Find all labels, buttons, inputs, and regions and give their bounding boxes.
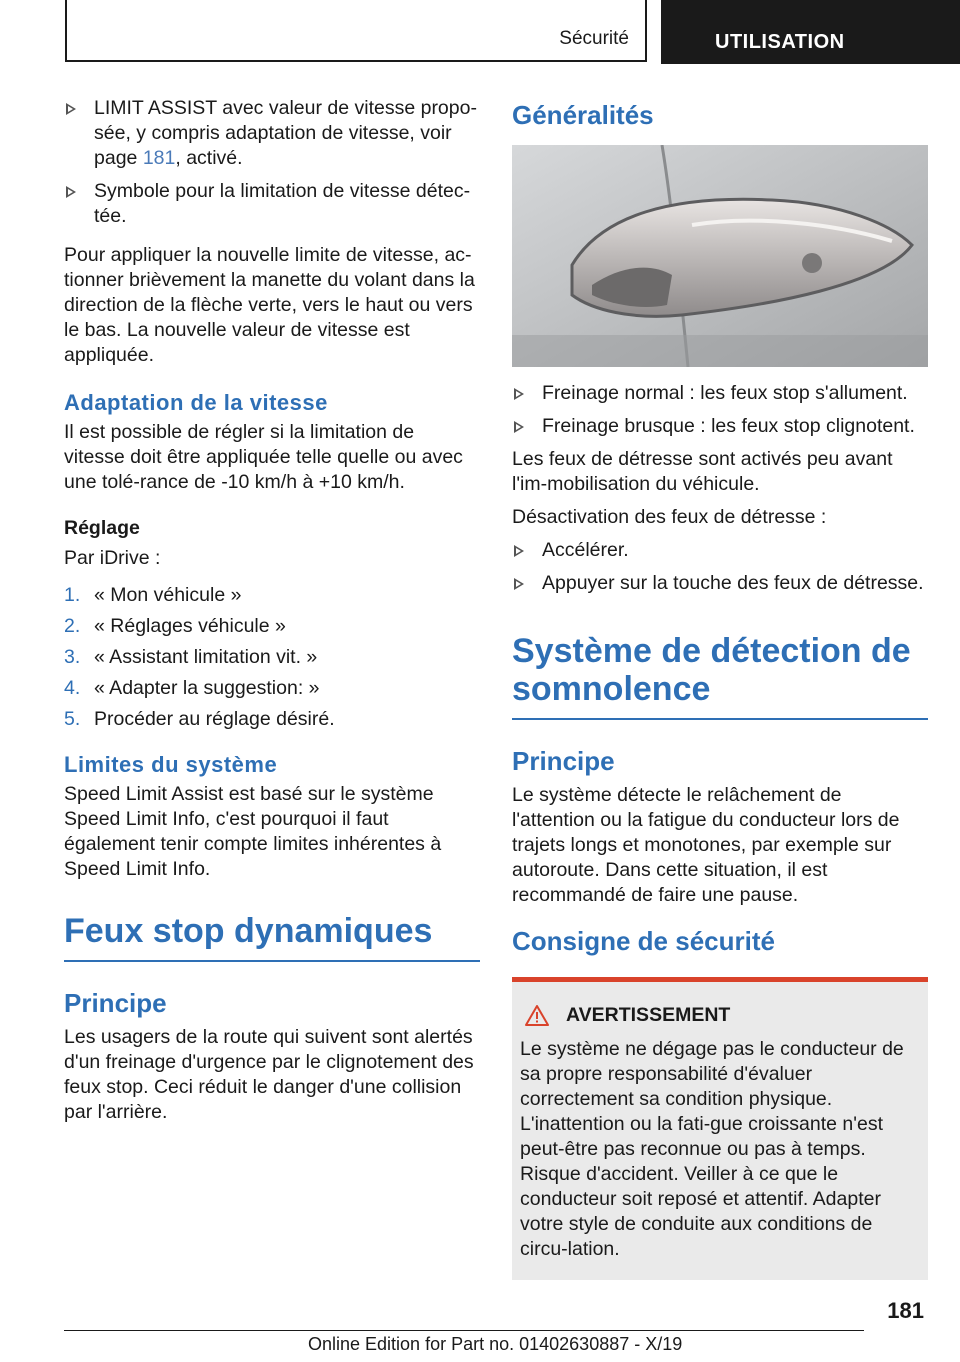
bullet-arrow-icon (514, 578, 524, 590)
tail-light-image (512, 145, 928, 367)
bullet-text-end: , activé. (175, 147, 243, 169)
paragraph-limites: Speed Limit Assist est basé sur le système Speed Limit Info, c'est pourquoi il faut également tenir compte limites inhérentes à Speed Limit Info. (64, 783, 442, 880)
heading-limites: Limites du système (64, 752, 278, 777)
header-section-title: Sécurité (559, 28, 629, 49)
warning-title-text: AVERTISSEMENT (566, 1004, 731, 1026)
left-column (64, 96, 480, 1133)
paragraph-adaptation: Il est possible de régler si la limitation de vitesse doit être appliquée telle quelle ou avec une tolé‐rance de -10 km/h à +10 km/h. (64, 421, 463, 493)
page-header (65, 0, 960, 64)
bullet-text: Freinage brusque : les feux stop clignotent. (542, 415, 915, 437)
bullet-text: Accélérer. (542, 539, 629, 561)
list-item (512, 538, 928, 563)
step-number: 1. (64, 584, 81, 606)
step-item (64, 645, 480, 670)
bullet-arrow-icon (514, 388, 524, 400)
right-column (512, 96, 928, 1280)
header-section-box (65, 0, 647, 62)
paragraph-principe-somnolence: Le système détecte le relâchement de l'attention ou la fatigue du conducteur lors de trajets longs et monotones, par exemple sur autoroute. Dans cette situation, il est recommandé de faire une pause. (512, 784, 900, 906)
list-item (512, 414, 928, 439)
list-item (512, 381, 928, 406)
step-text: « Adapter la suggestion: » (94, 677, 320, 699)
step-number: 2. (64, 615, 81, 637)
step-text: « Mon véhicule » (94, 584, 242, 606)
step-text: Procéder au réglage désiré. (94, 708, 335, 730)
list-item (64, 96, 480, 171)
heading-feux-stop: Feux stop dynamiques (64, 912, 480, 962)
step-number: 3. (64, 646, 81, 668)
step-number: 5. (64, 708, 81, 730)
bullet-arrow-icon (514, 545, 524, 557)
tail-light-illustration (512, 145, 928, 367)
step-number: 4. (64, 677, 81, 699)
heading-principe-feux: Principe (64, 988, 167, 1018)
bullet-arrow-icon (514, 421, 524, 433)
warning-text: Le système ne dégage pas le conducteur de sa propre responsabilité d'évaluer correctement sa condition physique. L'inattention ou la fati‐gue croissante n'est peut-être pas reconnue ou pas à temps. Risque d'accident. Veiller à ce que le conducteur soit reposé et attentif. Adapter votre style de conduite aux conditions de circu‐lation. (520, 1038, 904, 1260)
paragraph-desactivation: Désactivation des feux de détresse : (512, 506, 827, 528)
heading-reglage: Réglage (64, 517, 140, 539)
page-number: 181 (887, 1298, 924, 1323)
heading-consigne: Consigne de sécurité (512, 926, 775, 956)
footer-edition: Online Edition for Part no. 01402630887 - X/19 (308, 1334, 683, 1354)
warning-box (512, 977, 928, 1280)
bullet-arrow-icon (66, 103, 76, 115)
header-chapter-box (661, 0, 960, 64)
paragraph-detresse: Les feux de détresse sont activés peu avant l'im‐mobilisation du véhicule. (512, 448, 893, 495)
step-item (64, 676, 480, 701)
heading-generalites: Généralités (512, 100, 654, 130)
warning-title (524, 1004, 920, 1027)
heading-adaptation: Adaptation de la vitesse (64, 390, 328, 415)
paragraph-principe-feux: Les usagers de la route qui suivent sont alertés d'un freinage d'urgence par le clignotement des feux stop. Ceci réduit le danger d'une collision par l'arrière. (64, 1026, 474, 1123)
heading-principe-somnolence: Principe (512, 746, 615, 776)
step-text: « Assistant limitation vit. » (94, 646, 318, 668)
page-link[interactable]: 181 (142, 147, 176, 169)
step-item (64, 707, 480, 732)
bullet-text: Symbole pour la limitation de vitesse détec‐tée. (94, 180, 471, 227)
paragraph-apply-limit: Pour appliquer la nouvelle limite de vitesse, ac‐tionner brièvement la manette du volant dans la direction de la flèche verte, vers le haut ou vers le bas. La nouvelle valeur de vitesse est appliquée. (64, 244, 475, 366)
header-chapter-title: UTILISATION (715, 31, 845, 53)
step-text: « Réglages véhicule » (94, 615, 286, 637)
step-item (64, 583, 480, 608)
bullet-text: LIMIT ASSIST avec valeur de vitesse propo‐sée, y compris adaptation de vitesse, voir page (94, 97, 477, 169)
heading-somnolence: Système de détection de somnolence (512, 632, 928, 720)
bullet-text: Freinage normal : les feux stop s'allument. (542, 382, 908, 404)
bullet-text: Appuyer sur la touche des feux de détresse. (542, 572, 924, 594)
list-item (64, 179, 480, 229)
step-item (64, 614, 480, 639)
paragraph-par-idrive: Par iDrive : (64, 547, 161, 569)
warning-triangle-icon (524, 1004, 550, 1027)
footer-divider (64, 1330, 864, 1331)
bullet-arrow-icon (66, 186, 76, 198)
list-item (512, 571, 928, 596)
